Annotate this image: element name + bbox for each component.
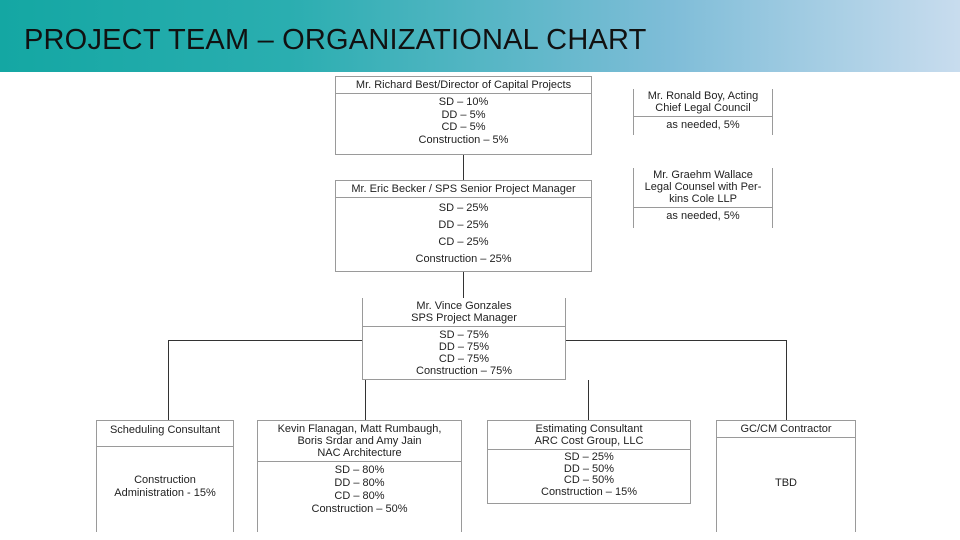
scheduling-box — [96, 420, 234, 532]
architecture-allocation-cd: CD – 80% — [334, 490, 385, 502]
scheduling-allocations — [97, 447, 233, 500]
legal-council-name — [634, 89, 772, 117]
director-name: Mr. Richard Best/Director of Capital Projects — [336, 77, 591, 94]
legal-council-box — [633, 89, 773, 135]
pm-allocation-sd: SD – 75% — [439, 329, 489, 341]
pm-allocations — [363, 327, 565, 377]
scheduling-line-1: Construction — [134, 474, 196, 486]
estimating-allocation-sd: SD – 25% — [564, 451, 614, 463]
legal-counsel-box — [633, 168, 773, 228]
pm-name — [363, 298, 565, 327]
architecture-name-line-2: Boris Srdar and Amy Jain — [297, 435, 422, 447]
gccm-name: GC/CM Contractor — [717, 421, 855, 438]
senior-pm-allocation-cd: CD – 25% — [438, 236, 489, 248]
estimating-allocation-construction: Construction – 15% — [541, 485, 637, 498]
senior-pm-box — [335, 180, 592, 272]
pm-name-line-1: Mr. Vince Gonzales — [416, 300, 512, 312]
legal-counsel-note: as needed, 5% — [666, 210, 740, 222]
architecture-allocation-sd: SD – 80% — [334, 464, 385, 476]
architecture-box — [257, 420, 462, 532]
legal-counsel-name-line-2: Legal Counsel with Per- — [644, 181, 762, 193]
estimating-allocations — [488, 450, 690, 498]
senior-pm-allocation-dd: DD – 25% — [438, 219, 489, 231]
architecture-allocation-construction: Construction – 50% — [311, 503, 408, 515]
legal-counsel-name-line-1: Mr. Graehm Wallace — [653, 169, 753, 181]
estimating-allocation-dd: DD – 50% — [563, 462, 615, 475]
title-bar — [0, 0, 960, 72]
estimating-name-line-1: Estimating Consultant — [535, 423, 643, 435]
estimating-name — [488, 421, 690, 450]
architecture-allocation-dd: DD – 80% — [334, 477, 385, 489]
gccm-box — [716, 420, 856, 532]
scheduling-name: Scheduling Consultant — [97, 421, 233, 447]
director-allocation-cd: CD – 5% — [441, 121, 486, 133]
senior-pm-allocation-construction: Construction – 25% — [415, 253, 512, 265]
connector-senior-to-pm — [463, 272, 464, 298]
pm-name-line-2: SPS Project Manager — [411, 312, 517, 324]
senior-pm-allocation-sd: SD – 25% — [438, 202, 489, 214]
page-title: PROJECT TEAM – ORGANIZATIONAL CHART — [24, 24, 647, 56]
senior-pm-name: Mr. Eric Becker / SPS Senior Project Manager — [336, 181, 591, 198]
estimating-name-line-2: ARC Cost Group, LLC — [534, 435, 644, 447]
pm-allocation-cd: CD – 75% — [438, 353, 490, 365]
senior-pm-allocations — [336, 198, 591, 268]
architecture-name — [258, 421, 461, 462]
legal-council-name-line-1: Mr. Ronald Boy, Acting — [647, 90, 759, 102]
estimating-box — [487, 420, 691, 504]
pm-box — [362, 298, 566, 380]
director-allocation-dd: DD – 5% — [441, 108, 486, 121]
pm-allocation-dd: DD – 75% — [438, 341, 490, 353]
gccm-value: TBD — [775, 477, 797, 489]
connector-drop-gccm — [786, 340, 787, 420]
director-allocation-sd: SD – 10% — [438, 96, 489, 108]
director-allocation-construction: Construction – 5% — [418, 133, 509, 146]
connector-drop-estimating — [588, 380, 589, 420]
architecture-name-line-1: Kevin Flanagan, Matt Rumbaugh, — [277, 423, 442, 435]
connector-drop-scheduling — [168, 340, 169, 420]
estimating-allocation-cd: CD – 50% — [563, 474, 615, 486]
architecture-name-line-3: NAC Architecture — [317, 447, 402, 459]
legal-counsel-name — [634, 168, 772, 208]
architecture-allocations — [258, 462, 461, 516]
director-allocations — [336, 94, 591, 146]
connector-director-to-senior — [463, 155, 464, 180]
connector-drop-architecture — [365, 380, 366, 420]
legal-council-name-line-2: Chief Legal Council — [655, 102, 751, 114]
pm-allocation-construction: Construction – 75% — [416, 365, 512, 377]
legal-council-note: as needed, 5% — [666, 119, 740, 131]
director-box — [335, 76, 592, 155]
scheduling-line-2: Administration - 15% — [114, 487, 216, 499]
legal-counsel-name-line-3: kins Cole LLP — [669, 193, 737, 205]
